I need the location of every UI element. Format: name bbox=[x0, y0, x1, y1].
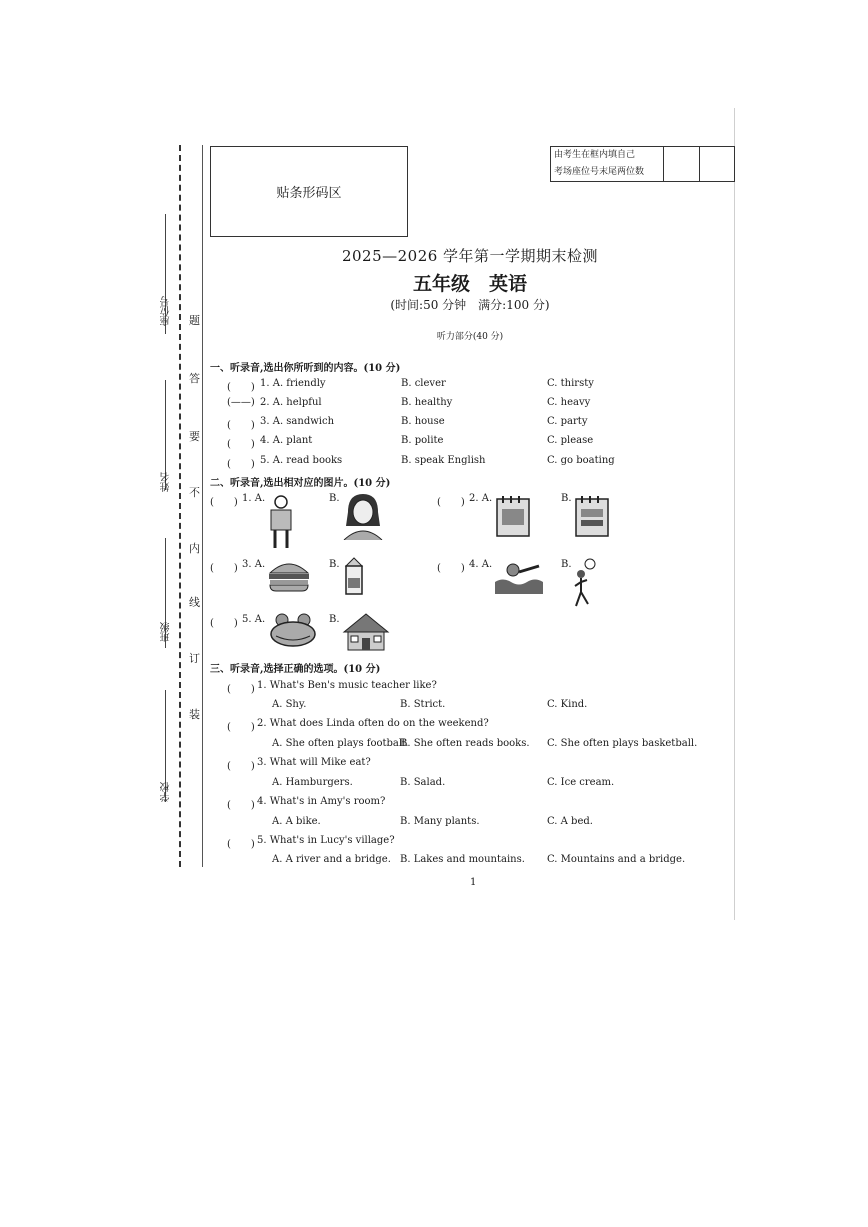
option-c: C. Mountains and a bridge. bbox=[547, 854, 686, 865]
option-b: B. polite bbox=[401, 435, 444, 446]
option-a: 4. A. plant bbox=[260, 435, 313, 446]
answer-blank[interactable]: ( ) bbox=[227, 722, 255, 733]
option-b: B. house bbox=[401, 416, 445, 427]
seal-char: 装 bbox=[189, 708, 200, 721]
seal-char: 要 bbox=[189, 430, 200, 443]
section2-title: 二、听录音,选出相对应的图片。(10 分) bbox=[210, 478, 391, 489]
option-c: C. go boating bbox=[547, 455, 615, 466]
swimmer-icon bbox=[495, 560, 545, 594]
option-b: B. Many plants. bbox=[400, 816, 480, 827]
calendar-icon bbox=[574, 494, 610, 538]
answer-blank[interactable]: (——) bbox=[227, 397, 255, 408]
listening-section-title: 听力部分(40 分) bbox=[436, 332, 504, 342]
section1-title: 一、听录音,选出你所听到的内容。(10 分) bbox=[210, 363, 401, 374]
option-c: C. heavy bbox=[547, 397, 591, 408]
option-b: B. clever bbox=[401, 378, 446, 389]
answer-blank[interactable]: ( ) bbox=[210, 563, 238, 574]
sheet-edge bbox=[734, 108, 735, 920]
answer-blank[interactable]: ( ) bbox=[227, 382, 255, 393]
option-b: B. Salad. bbox=[400, 777, 446, 788]
picture-option-b: B. bbox=[561, 493, 572, 504]
seal-char: 订 bbox=[189, 652, 200, 665]
calendar-icon bbox=[495, 494, 531, 538]
binding-dashed-line bbox=[179, 145, 181, 867]
seal-char: 答 bbox=[189, 372, 200, 385]
frog-icon bbox=[268, 612, 318, 650]
seal-char: 线 bbox=[189, 596, 200, 609]
option-b: B. Lakes and mountains. bbox=[400, 854, 525, 865]
option-b: B. Strict. bbox=[400, 699, 446, 710]
seat-box-line2: 考场座位号末尾两位数 bbox=[554, 167, 645, 177]
binding-solid-line bbox=[202, 145, 203, 867]
man-icon bbox=[266, 494, 296, 550]
answer-blank[interactable]: ( ) bbox=[227, 420, 255, 431]
school-label: 学校 bbox=[161, 782, 172, 802]
exam-title: 2025—2026 学年第一学期期末检测 bbox=[341, 247, 599, 265]
option-c: C. please bbox=[547, 435, 594, 446]
seat-box-instructions bbox=[551, 147, 664, 181]
option-c: C. thirsty bbox=[547, 378, 594, 389]
question-text: 4. What's in Amy's room? bbox=[257, 796, 386, 807]
option-b: B. She often reads books. bbox=[400, 738, 530, 749]
answer-blank[interactable]: ( ) bbox=[227, 439, 255, 450]
seat-number-box bbox=[550, 146, 735, 182]
picture-option-a: 1. A. bbox=[242, 493, 266, 504]
answer-blank[interactable]: ( ) bbox=[227, 800, 255, 811]
football-player-icon bbox=[572, 558, 598, 608]
answer-blank[interactable]: ( ) bbox=[437, 497, 465, 508]
option-a: A. Shy. bbox=[272, 699, 307, 710]
answer-blank[interactable]: ( ) bbox=[227, 684, 255, 695]
option-a: A. A bike. bbox=[272, 816, 321, 827]
picture-option-a: 4. A. bbox=[469, 559, 493, 570]
option-a: A. Hamburgers. bbox=[272, 777, 353, 788]
option-c: C. Kind. bbox=[547, 699, 588, 710]
section3-title: 三、听录音,选择正确的选项。(10 分) bbox=[210, 664, 381, 675]
question-text: 5. What's in Lucy's village? bbox=[257, 835, 395, 846]
option-a: 2. A. helpful bbox=[260, 397, 322, 408]
house-icon bbox=[342, 612, 390, 652]
question-text: 3. What will Mike eat? bbox=[257, 757, 371, 768]
answer-blank[interactable]: ( ) bbox=[210, 618, 238, 629]
answer-blank[interactable]: ( ) bbox=[227, 459, 255, 470]
barcode-label: 贴条形码区 bbox=[276, 186, 342, 201]
picture-option-b: B. bbox=[329, 559, 340, 570]
seal-char: 不 bbox=[189, 486, 200, 499]
seat-digit-cell[interactable] bbox=[664, 147, 700, 181]
option-b: B. healthy bbox=[401, 397, 453, 408]
seal-char: 内 bbox=[189, 542, 200, 555]
picture-option-a: 3. A. bbox=[242, 559, 266, 570]
option-c: C. party bbox=[547, 416, 588, 427]
option-a: 3. A. sandwich bbox=[260, 416, 335, 427]
answer-blank[interactable]: ( ) bbox=[210, 497, 238, 508]
name-label: 姓名 bbox=[161, 472, 172, 492]
question-text: 1. What's Ben's music teacher like? bbox=[257, 680, 437, 691]
picture-option-a: 2. A. bbox=[469, 493, 493, 504]
hamburger-icon bbox=[267, 559, 311, 593]
picture-option-b: B. bbox=[329, 614, 340, 625]
answer-blank[interactable]: ( ) bbox=[227, 839, 255, 850]
exam-meta: (时间:50 分钟 满分:100 分) bbox=[390, 298, 550, 312]
seat-label: 座位号 bbox=[161, 296, 172, 326]
option-a: A. A river and a bridge. bbox=[272, 854, 391, 865]
option-c: C. She often plays basketball. bbox=[547, 738, 698, 749]
exam-subject: 五年级 英语 bbox=[412, 273, 527, 295]
option-a: A. She often plays football. bbox=[272, 738, 409, 749]
picture-option-b: B. bbox=[561, 559, 572, 570]
seat-box-line1: 由考生在框内填自己 bbox=[554, 150, 636, 160]
class-label: 班级 bbox=[161, 622, 172, 642]
option-a: 1. A. friendly bbox=[260, 378, 326, 389]
option-b: B. speak English bbox=[401, 455, 486, 466]
picture-option-a: 5. A. bbox=[242, 614, 266, 625]
seal-char: 题 bbox=[189, 314, 200, 327]
barcode-area bbox=[210, 146, 408, 237]
option-c: C. A bed. bbox=[547, 816, 593, 827]
picture-option-b: B. bbox=[329, 493, 340, 504]
page-number: 1 bbox=[470, 877, 477, 888]
answer-blank[interactable]: ( ) bbox=[437, 563, 465, 574]
answer-blank[interactable]: ( ) bbox=[227, 761, 255, 772]
question-text: 2. What does Linda often do on the weekend? bbox=[257, 718, 489, 729]
woman-icon bbox=[342, 492, 384, 540]
option-c: C. Ice cream. bbox=[547, 777, 615, 788]
milk-carton-icon bbox=[342, 556, 366, 596]
option-a: 5. A. read books bbox=[260, 455, 343, 466]
seat-digit-cell[interactable] bbox=[699, 147, 734, 181]
